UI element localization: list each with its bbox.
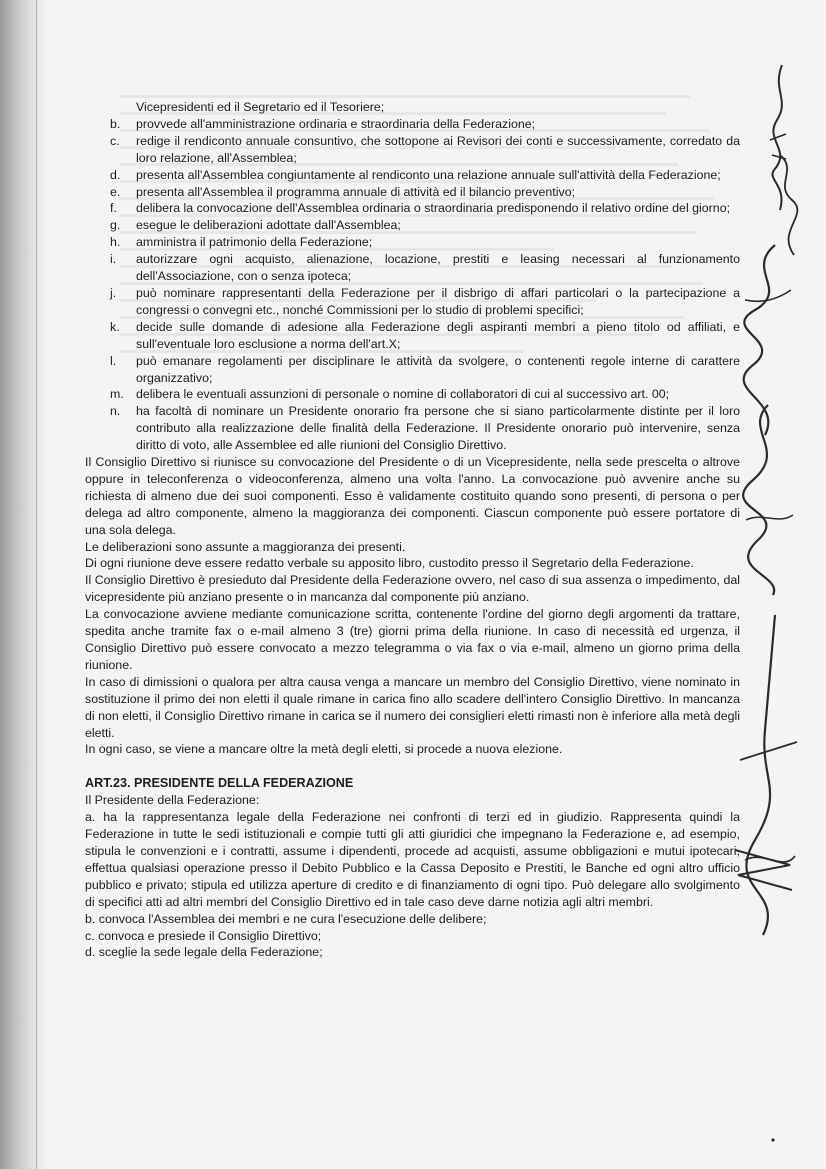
- article-intro: Il Presidente della Federazione:: [85, 793, 260, 808]
- list-text: redige il rendiconto annuale consuntivo, che sottopone ai Revisori dei conti e successivamente, corredato da loro relazione, all'Assemblea;: [136, 133, 740, 165]
- list-text: amministra il patrimonio della Federazione;: [136, 235, 373, 250]
- list-item: [110, 167, 740, 184]
- list-marker: m.: [110, 387, 124, 402]
- page-binding-shadow: [0, 0, 46, 1169]
- list-item: [110, 200, 740, 217]
- page-mark: [768, 1135, 778, 1145]
- list-text: delibera le eventuali assunzioni di personale o nomine di collaboratori di cui al successivo art. 00;: [136, 387, 670, 402]
- council-duties-list: [110, 99, 740, 454]
- signature-4: [738, 400, 798, 600]
- paragraph: In caso di dimissioni o qualora per altra causa venga a mancare un membro del Consiglio Direttivo, viene nominato in sostituzione il primo dei non eletti il quale rimane in carica fino allo scadere dell'intero Consiglio Direttivo. In mancanza di non eletti, il Consiglio Direttivo rimane in carica se il numero dei consiglieri eletti rimasti non è inferiore alla metà degli eletti.: [85, 674, 740, 740]
- list-text: autorizzare ogni acquisto, alienazione, locazione, prestiti e leasing necessari al funzionamento dell'Associazione, con o senza ipoteca;: [136, 252, 740, 284]
- list-item: [110, 386, 740, 403]
- list-text: esegue le deliberazioni adottate dall'Assemblea;: [136, 218, 401, 233]
- list-item: [110, 403, 740, 454]
- list-item: [110, 116, 740, 133]
- article-item: c. convoca e presiede il Consiglio Direttivo;: [85, 928, 322, 943]
- list-item: [110, 99, 740, 116]
- list-text: presenta all'Assemblea congiuntamente al rendiconto una relazione annuale sull'attività della Federazione;: [136, 167, 721, 182]
- article-item: b. convoca l'Assemblea dei membri e ne cura l'esecuzione delle delibere;: [85, 911, 487, 926]
- article-item: a. ha la rappresentanza legale della Federazione nei confronti di terzi ed in giudizio. Rappresenta quindi la Federazione in tutte le sedi istituzionali e compie tutti gli atti giuridici che impegnano la Federazione e, ad esempio, stipula le convenzioni e i contratti, assume i dipendenti, procede ad acquisti, assume obbligazioni e mutui ipotecari, effettua qualsiasi operazione presso il Debito Pubblico e la Cassa Deposito e Prestiti, le Banche ed ogni altro ufficio pubblico e privato; stipula ed utilizza aperture di credito e di finanziamento di ogni tipo. Può delegare allo svolgimento di specifici atti ad altri membri del Consiglio Direttivo ed in tale caso deve darne notizia agli altri membri.: [85, 810, 740, 909]
- paragraph: La convocazione avviene mediante comunicazione scritta, contenente l'ordine del giorno degli argomenti da trattare, spedita anche tramite fax o e-mail almeno 3 (tre) giorni prima della riunione. In caso di necessità ed urgenza, il Consiglio Direttivo può essere convocato a mezzo telegramma o via fax o via e-mail, almeno un giorno prima della riunione.: [85, 607, 740, 672]
- list-marker: e.: [110, 184, 121, 199]
- list-marker: i.: [110, 252, 117, 267]
- paragraph: Il Consiglio Direttivo è presieduto dal Presidente della Federazione ovvero, nel caso di sua assenza o impedimento, dal vicepresidente più anziano presente o in mancanza dal componente più anziano.: [85, 573, 740, 605]
- paragraph: In ogni caso, se viene a mancare oltre la metà degli eletti, si procede a nuova elezione.: [85, 742, 563, 757]
- list-marker: k.: [110, 319, 120, 334]
- list-text: decide sulle domande di adesione alla Federazione degli aspiranti membri a pieno titolo od affiliati, e sull'eventuale loro esclusione a norma dell'art.X;: [136, 319, 740, 351]
- list-marker: j.: [110, 285, 117, 300]
- document-body: [85, 99, 740, 961]
- paragraph: Le deliberazioni sono assunte a maggioranza dei presenti.: [85, 539, 406, 554]
- list-marker: l.: [110, 353, 117, 368]
- list-item: [110, 184, 740, 201]
- article-item: d. sceglie la sede legale della Federazione;: [85, 945, 323, 960]
- list-text: Vicepresidenti ed il Segretario ed il Tesoriere;: [136, 100, 385, 114]
- binding-line: [36, 0, 37, 1169]
- list-text: presenta all'Assemblea il programma annuale di attività ed il bilancio preventivo;: [136, 184, 576, 199]
- paragraph: Di ogni riunione deve essere redatto verbale su apposito libro, custodito presso il Segretario della Federazione.: [85, 556, 694, 571]
- list-item: [110, 353, 740, 387]
- list-item: [110, 285, 740, 319]
- list-item: [110, 217, 740, 234]
- list-marker: g.: [110, 218, 121, 233]
- list-marker: n.: [110, 404, 121, 419]
- list-marker: h.: [110, 235, 121, 250]
- list-text: può nominare rappresentanti della Federazione per il disbrigo di affari particolari o la partecipazione a congressi o convegni etc., nonché Commissioni per lo studio di problemi specifici;: [136, 285, 740, 317]
- list-text: provvede all'amministrazione ordinaria e straordinaria della Federazione;: [136, 116, 536, 131]
- list-item: [110, 133, 740, 167]
- list-marker: b.: [110, 116, 121, 131]
- article-title: ART.23. PRESIDENTE DELLA FEDERAZIONE: [85, 776, 354, 791]
- list-marker: f.: [110, 201, 117, 216]
- list-text: delibera la convocazione dell'Assemblea ordinaria o straordinaria predisponendo il relativo ordine del giorno;: [136, 201, 731, 216]
- signature-6: [730, 840, 800, 900]
- list-item: [110, 251, 740, 285]
- list-marker: c.: [110, 133, 120, 148]
- list-item: [110, 319, 740, 353]
- list-text: può emanare regolamenti per disciplinare le attività da svolgere, o contenenti regole interne di carattere organizzativo;: [136, 353, 740, 385]
- paragraph: Il Consiglio Direttivo si riunisce su convocazione del Presidente o di un Vicepresidente, nella sede prescelta o altrove oppure in teleconferenza o videoconferenza, almeno una volta l'anno. La convocazione può avvenire anche su richiesta di almeno due dei suoi componenti. Esso è validamente costituito quando sono presenti, di persona o per delega ad altro componente, almeno la maggioranza dei componenti. Ciascun componente può essere portatore di una sola delega.: [85, 455, 740, 537]
- list-item: [110, 234, 740, 251]
- list-text: ha facoltà di nominare un Presidente onorario fra persone che si siano particolarmente distinte per il loro contributo alla realizzazione delle finalità della Federazione. Il Presidente onorario può intervenire, senza diritto di voto, alle Assemblee ed alle riunioni del Consiglio Direttivo.: [136, 404, 740, 453]
- list-marker: d.: [110, 167, 121, 182]
